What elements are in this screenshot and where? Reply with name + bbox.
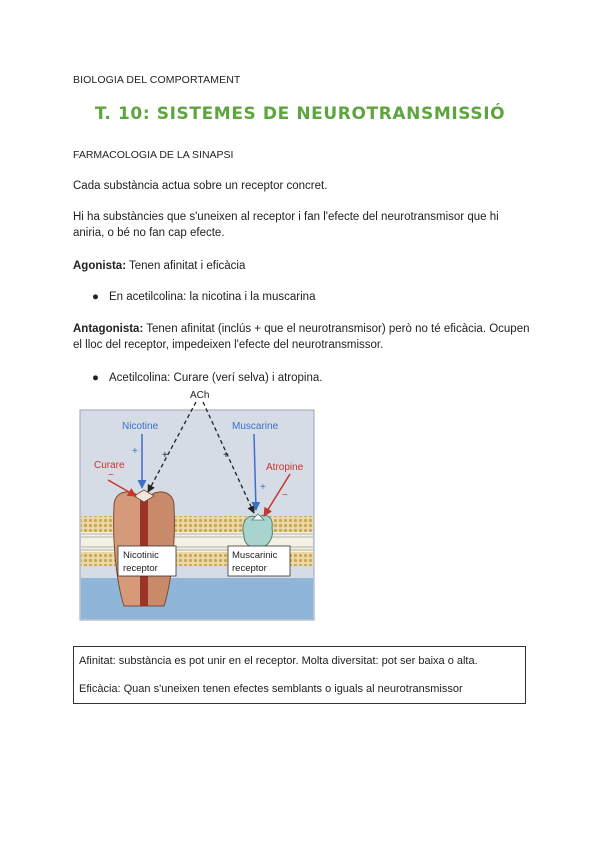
- nicotinic-label-line1: Nicotinic: [123, 550, 159, 561]
- course-header: BIOLOGIA DEL COMPORTAMENT: [73, 74, 241, 86]
- definition-affinity: Afinitat: substància es pot unir en el receptor. Molta diversitat: pot ser baixa o alta.: [79, 655, 478, 667]
- bullet-icon: ●: [92, 291, 99, 303]
- intracellular-space: [81, 578, 313, 619]
- antagonist-text: Tenen afinitat (inclús + que el neurotransmisor) però no té eficàcia. Ocupen el lloc del receptor, impedeixen l'efecte del neurotransmissor.: [73, 323, 530, 351]
- curare-label: Curare: [94, 460, 125, 471]
- agonist-text: Tenen afinitat i eficàcia: [126, 260, 246, 272]
- muscarine-label: Muscarine: [232, 421, 279, 432]
- paragraph-receptor: Cada substància actua sobre un receptor concret.: [73, 180, 328, 192]
- definitions-box: [73, 646, 526, 704]
- paragraph-substances: Hi ha substàncies que s'uneixen al receptor i fan l'efecte del neurotransmisor que hi aniria, o bé no fan cap efecte.: [73, 211, 499, 239]
- ach-label: ACh: [190, 390, 210, 401]
- ach-plus-left: +: [162, 450, 168, 461]
- muscarinic-label-line1: Muscarinic: [232, 550, 278, 561]
- section-heading: FARMACOLOGIA DE LA SINAPSI: [73, 149, 234, 161]
- muscarine-plus: +: [260, 482, 266, 493]
- antagonist-label: Antagonista:: [73, 323, 144, 335]
- antagonist-definition: [73, 321, 533, 353]
- receptor-diagram: [78, 388, 318, 624]
- muscarinic-label-line2: receptor: [232, 563, 267, 574]
- bullet-icon: ●: [92, 372, 99, 384]
- list-item-antagonist: [92, 370, 322, 386]
- agonist-label: Agonista:: [73, 260, 127, 272]
- muscarinic-receptor: [243, 514, 272, 548]
- atropine-label: Atropine: [266, 462, 304, 473]
- curare-minus: −: [108, 470, 114, 481]
- nicotine-label: Nicotine: [122, 421, 159, 432]
- ach-plus-right: +: [223, 450, 229, 461]
- atropine-minus: −: [282, 490, 288, 501]
- agonist-definition: [73, 258, 245, 274]
- nicotine-plus: +: [132, 446, 138, 457]
- definition-efficacy: Eficàcia: Quan s'uneixen tenen efectes semblants o iguals al neurotransmissor: [79, 683, 463, 695]
- page-title: T. 10: SISTEMES DE NEUROTRANSMISSIÓ: [94, 104, 506, 124]
- nicotinic-label-line2: receptor: [123, 563, 158, 574]
- nicotinic-label-box: [118, 546, 176, 576]
- antagonist-bullet-text: Acetilcolina: Curare (verí selva) i atropina.: [109, 372, 323, 384]
- muscarinic-label-box: [228, 546, 290, 576]
- list-item-agonist: [92, 289, 315, 305]
- agonist-bullet-text: En acetilcolina: la nicotina i la muscarina: [109, 291, 316, 303]
